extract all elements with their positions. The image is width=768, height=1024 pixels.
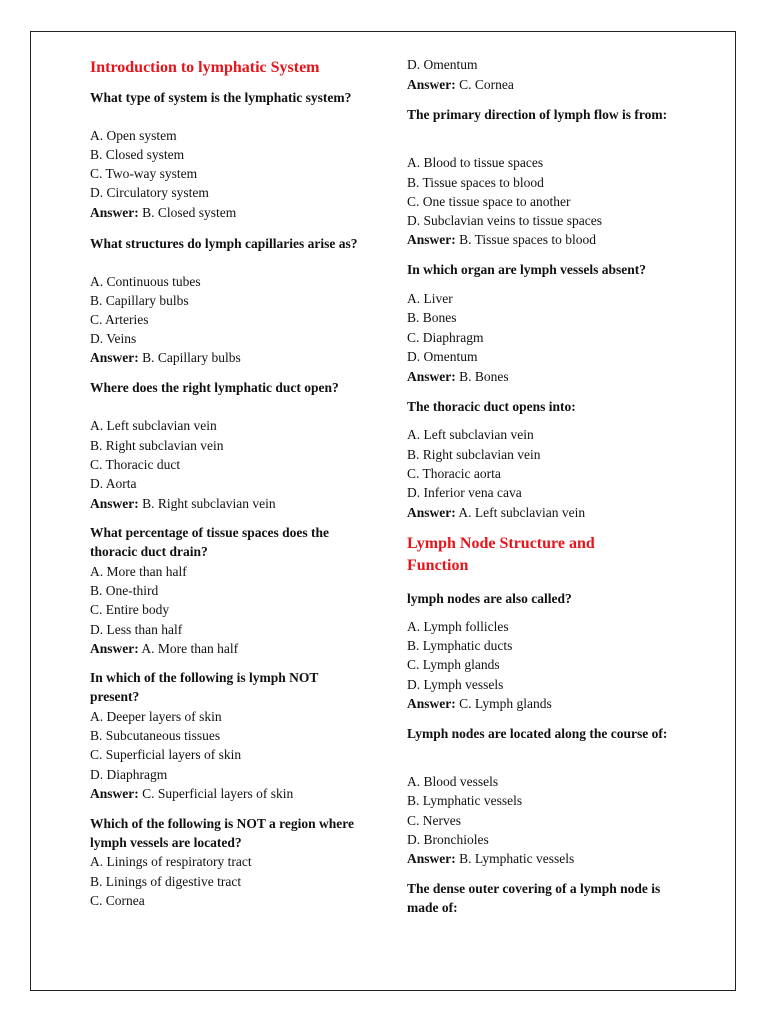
option: D. Lymph vessels <box>407 677 504 692</box>
answer-text: C. Cornea <box>459 77 514 92</box>
option: D. Inferior vena cava <box>407 485 522 500</box>
answer-line <box>407 230 596 249</box>
question-text: lymph nodes are also called? <box>407 591 572 606</box>
option: A. Blood vessels <box>407 774 499 789</box>
answer-line <box>90 784 293 803</box>
answer-text: B. Lymphatic vessels <box>459 851 575 866</box>
option: D. Aorta <box>90 476 137 491</box>
option: C. Nerves <box>407 813 461 828</box>
answer-text: B. Closed system <box>142 205 237 220</box>
option: A. Open system <box>90 128 177 143</box>
answer-text: A. Left subclavian vein <box>458 505 586 520</box>
answer-text: B. Right subclavian vein <box>142 496 276 511</box>
option: A. Deeper layers of skin <box>90 709 222 724</box>
option: B. Right subclavian vein <box>407 447 541 462</box>
option: B. Tissue spaces to blood <box>407 175 544 190</box>
answer-text: B. Tissue spaces to blood <box>459 232 597 247</box>
answer-line <box>407 367 509 386</box>
option: C. Entire body <box>90 602 170 617</box>
question-text: In which of the following is lymph NOT present? <box>90 670 319 704</box>
option: D. Bronchioles <box>407 832 489 847</box>
option: C. Arteries <box>90 312 149 327</box>
answer-label: Answer: <box>407 851 456 866</box>
question-text: The primary direction of lymph flow is from: <box>407 107 668 122</box>
option: A. Left subclavian vein <box>90 418 217 433</box>
option: B. Capillary bulbs <box>90 293 189 308</box>
option: C. Diaphragm <box>407 330 484 345</box>
answer-label: Answer: <box>407 77 456 92</box>
answer-text: C. Superficial layers of skin <box>142 786 294 801</box>
answer-line <box>90 494 276 513</box>
answer-text: B. Bones <box>459 369 509 384</box>
answer-line <box>90 348 241 367</box>
question-text: In which organ are lymph vessels absent? <box>407 262 647 277</box>
answer-label: Answer: <box>407 369 456 384</box>
option: D. Diaphragm <box>90 767 168 782</box>
answer-label: Answer: <box>90 350 139 365</box>
answer-text: B. Capillary bulbs <box>142 350 241 365</box>
question-text: The dense outer covering of a lymph node is made of: <box>407 881 661 915</box>
section-title: Introduction to lymphatic System <box>90 59 320 76</box>
answer-label: Answer: <box>90 641 139 656</box>
option: A. Linings of respiratory tract <box>90 854 252 869</box>
option: D. Omentum <box>407 57 478 72</box>
answer-label: Answer: <box>407 232 456 247</box>
option: C. Superficial layers of skin <box>90 747 242 762</box>
question-text: Lymph nodes are located along the course of: <box>407 726 668 741</box>
answer-label: Answer: <box>90 786 139 801</box>
question-text: What structures do lymph capillaries arise as? <box>90 236 358 251</box>
answer-label: Answer: <box>407 505 456 520</box>
option: B. Bones <box>407 310 457 325</box>
option: D. Veins <box>90 331 137 346</box>
option: A. Blood to tissue spaces <box>407 155 544 170</box>
answer-line <box>407 694 552 713</box>
option: B. One-third <box>90 583 159 598</box>
option: A. More than half <box>90 564 187 579</box>
question-text: The thoracic duct opens into: <box>407 399 576 414</box>
option: C. One tissue space to another <box>407 194 571 209</box>
answer-label: Answer: <box>407 696 456 711</box>
answer-line <box>407 503 585 522</box>
answer-text: C. Lymph glands <box>459 696 552 711</box>
option: D. Omentum <box>407 349 478 364</box>
option: B. Right subclavian vein <box>90 438 224 453</box>
option: B. Closed system <box>90 147 185 162</box>
option: C. Two-way system <box>90 166 198 181</box>
option: B. Lymphatic vessels <box>407 793 523 808</box>
answer-text: A. More than half <box>141 641 239 656</box>
option: D. Less than half <box>90 622 183 637</box>
option: C. Cornea <box>90 893 145 908</box>
option: A. Continuous tubes <box>90 274 201 289</box>
option: C. Lymph glands <box>407 657 500 672</box>
option: B. Subcutaneous tissues <box>90 728 221 743</box>
question-text: What type of system is the lymphatic system? <box>90 90 352 105</box>
answer-line <box>90 639 238 658</box>
question-text: What percentage of tissue spaces does the thoracic duct drain? <box>90 525 329 559</box>
question-text: Where does the right lymphatic duct open? <box>90 380 339 395</box>
answer-label: Answer: <box>90 496 139 511</box>
option: C. Thoracic aorta <box>407 466 501 481</box>
section-title: Lymph Node Structure and Function <box>407 535 595 574</box>
answer-label: Answer: <box>90 205 139 220</box>
option: D. Circulatory system <box>90 185 209 200</box>
option: A. Left subclavian vein <box>407 427 534 442</box>
option: A. Lymph follicles <box>407 619 509 634</box>
option: B. Lymphatic ducts <box>407 638 513 653</box>
answer-line <box>90 203 236 222</box>
option: C. Thoracic duct <box>90 457 181 472</box>
option: D. Subclavian veins to tissue spaces <box>407 213 602 228</box>
option: B. Linings of digestive tract <box>90 874 242 889</box>
answer-line <box>407 849 574 868</box>
answer-line <box>407 75 514 94</box>
option: A. Liver <box>407 291 453 306</box>
question-text: Which of the following is NOT a region where lymph vessels are located? <box>90 816 355 850</box>
